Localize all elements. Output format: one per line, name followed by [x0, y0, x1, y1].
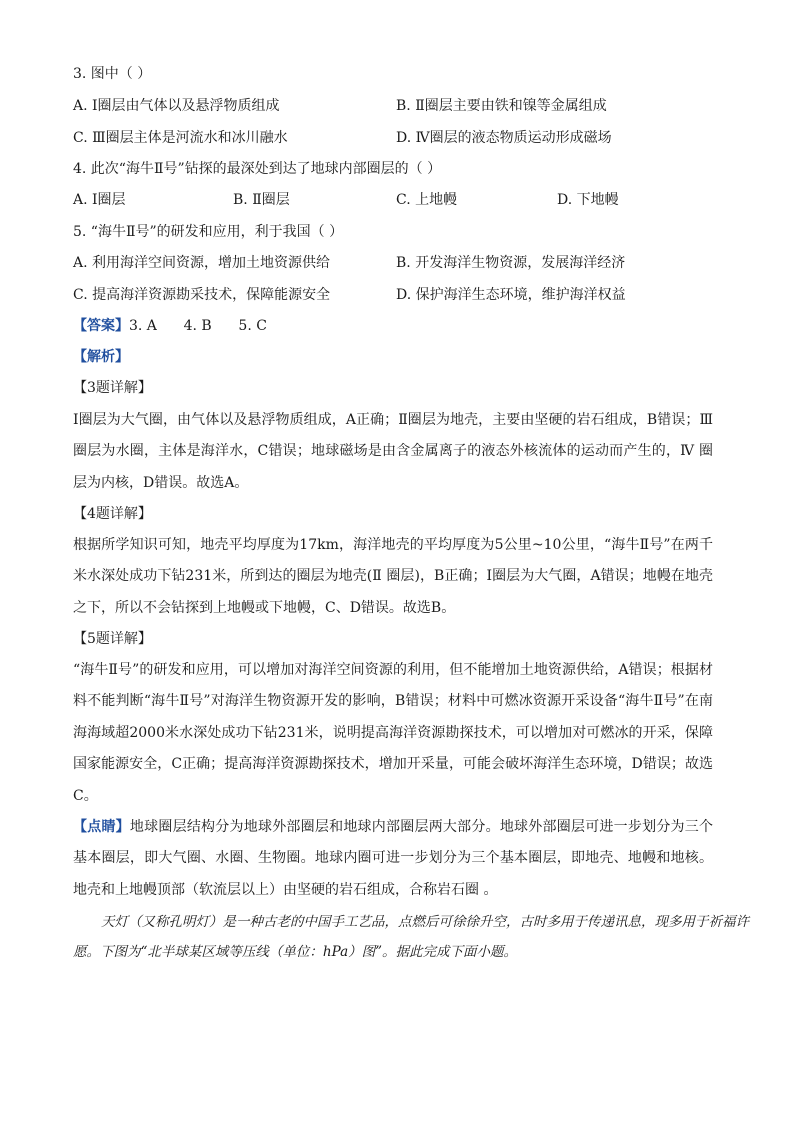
q4-option-c: C. 上地幔: [396, 192, 458, 208]
detail4-text: 根据所学知识可知，地壳平均厚度为17km，海洋地壳的平均厚度为5公里~10公里，“海牛Ⅱ号”在两千米水深处成功下钻231米，所到达的圈层为地壳(Ⅱ 圈层)，B正确；Ⅰ圈层为大气圈，A错误；地幔在地壳之下，所以不会钻探到上地幔或下地幔，C、D错误。故选B。: [73, 537, 713, 616]
q5-option-c: C. 提高海洋资源勘采技术，保障能源安全: [73, 287, 331, 303]
q4-stem: 4. 此次“海牛Ⅱ号”钻探的最深处到达了地球内部圈层的（ ）: [73, 161, 442, 177]
tip-label: 【点睛】: [73, 819, 130, 835]
answer-line: [73, 316, 267, 336]
q3-stem: 3. 图中（ ）: [73, 66, 152, 82]
q3-option-d: D. Ⅳ圈层的液态物质运动形成磁场: [396, 130, 612, 146]
answer-text: 3. A 4. B 5. C: [129, 318, 267, 334]
q3-option-c: C. Ⅲ圈层主体是河流水和冰川融水: [73, 130, 288, 146]
q3-option-b: B. Ⅱ圈层主要由铁和镍等金属组成: [396, 98, 607, 114]
q5-stem: 5. “海牛Ⅱ号”的研发和应用，利于我国（ ）: [73, 224, 344, 240]
detail5-label: 【5题详解】: [73, 631, 152, 647]
q3-option-a: A. Ⅰ圈层由气体以及悬浮物质组成: [73, 98, 280, 114]
q5-option-d: D. 保护海洋生态环境，维护海洋权益: [396, 287, 626, 303]
q5-option-a: A. 利用海洋空间资源，增加土地资源供给: [73, 255, 331, 271]
q4-option-d: D. 下地幔: [557, 192, 619, 208]
q5-option-b: B. 开发海洋生物资源，发展海洋经济: [396, 255, 626, 271]
detail4-label: 【4题详解】: [73, 506, 152, 522]
material-paragraph: 天灯（又称孔明灯）是一种古老的中国手工艺品，点燃后可徐徐升空，古时多用于传递讯息，现多用于祈福许愿。下图为“北半球某区域等压线（单位：hPa）图”。据此完成下面小题。: [73, 914, 749, 960]
detail3-label: 【3题详解】: [73, 380, 152, 396]
answer-label: 【答案】: [73, 318, 129, 334]
detail3-text: Ⅰ圈层为大气圈，由气体以及悬浮物质组成，A正确；Ⅱ圈层为地壳，主要由坚硬的岩石组成，B错误；Ⅲ圈层为水圈，主体是海洋水，C错误；地球磁场是由含金属离子的液态外核流体的运动而产生的，Ⅳ 圈层为内核，D错误。故选A。: [73, 412, 713, 491]
analysis-label: 【解析】: [73, 349, 129, 365]
detail5-text: “海牛Ⅱ号”的研发和应用，可以增加对海洋空间资源的利用，但不能增加土地资源供给，A错误；根据材料不能判断“海牛Ⅱ号”对海洋生物资源开发的影响，B错误；材料中可燃冰资源开采设备“海牛Ⅱ号”在南海海域超2000米水深处成功下钻231米，说明提高海洋资源勘探技术，可以增加对可燃冰的开采，保障国家能源安全，C正确；提高海洋资源勘探技术，增加开采量，可能会破坏海洋生态环境，D错误；故选C。: [73, 662, 713, 804]
tip-text: 地球圈层结构分为地球外部圈层和地球内部圈层两大部分。地球外部圈层可进一步划分为三个基本圈层，即大气圈、水圈、生物圈。地球内圈可进一步划分为三个基本圈层，即地壳、地幔和地核。地壳和上地幔顶部（软流层以上）由坚硬的岩石组成，合称岩石圈 。: [73, 819, 714, 898]
q4-option-a: A. Ⅰ圈层: [73, 192, 126, 208]
tip-paragraph: [73, 812, 713, 906]
q4-option-b: B. Ⅱ圈层: [233, 192, 290, 208]
